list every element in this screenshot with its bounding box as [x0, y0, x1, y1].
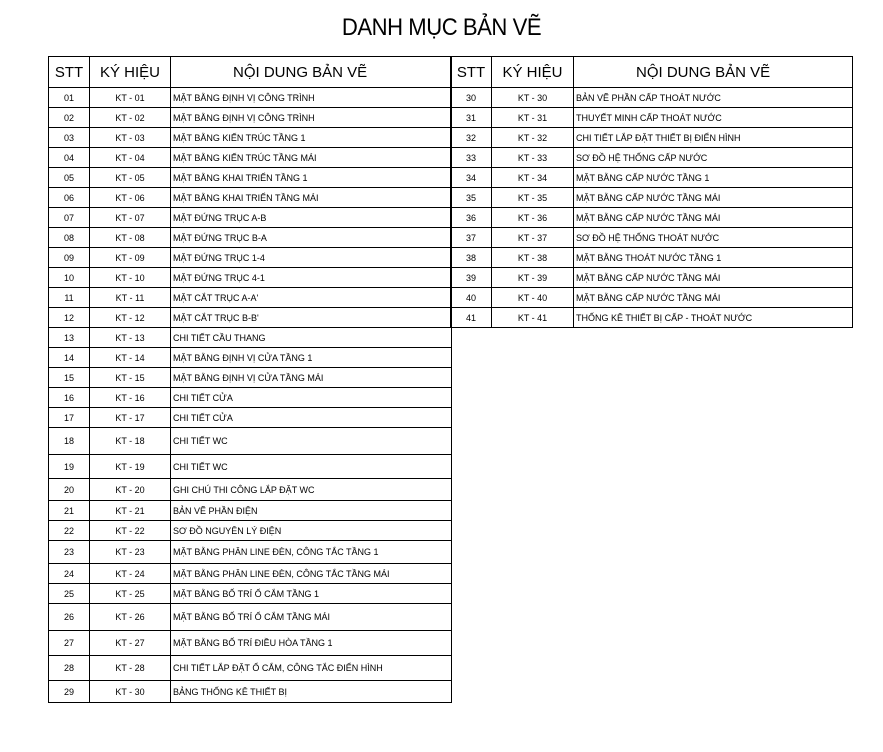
- cell-ky-hieu: KT - 19: [90, 455, 171, 479]
- table-row: [49, 604, 452, 631]
- table-row: [451, 88, 853, 108]
- cell-stt: 25: [49, 584, 90, 604]
- cell-ky-hieu: KT - 28: [90, 656, 171, 681]
- cell-stt: 28: [49, 656, 90, 681]
- table-row: [49, 328, 452, 348]
- table-row: [49, 521, 452, 541]
- cell-noi-dung: MẶT BẰNG CẤP NƯỚC TẦNG MÁI: [574, 288, 853, 308]
- cell-ky-hieu: KT - 07: [90, 208, 171, 228]
- table-row: [49, 479, 452, 501]
- cell-stt: 19: [49, 455, 90, 479]
- cell-ky-hieu: KT - 11: [90, 288, 171, 308]
- cell-ky-hieu: KT - 10: [90, 268, 171, 288]
- cell-noi-dung: MẶT BẰNG BỐ TRÍ Ổ CẮM TẦNG 1: [171, 584, 452, 604]
- cell-stt: 31: [451, 108, 492, 128]
- cell-ky-hieu: KT - 33: [492, 148, 574, 168]
- cell-stt: 05: [49, 168, 90, 188]
- cell-stt: 20: [49, 479, 90, 501]
- cell-noi-dung: MẶT BẰNG BỐ TRÍ ĐIỀU HÒA TẦNG 1: [171, 631, 452, 656]
- cell-noi-dung: BẢNG THỐNG KÊ THIẾT BỊ: [171, 681, 452, 703]
- cell-ky-hieu: KT - 05: [90, 168, 171, 188]
- table-header-row: [49, 57, 452, 88]
- cell-stt: 22: [49, 521, 90, 541]
- cell-ky-hieu: KT - 08: [90, 228, 171, 248]
- cell-ky-hieu: KT - 38: [492, 248, 574, 268]
- table-body-right: [451, 88, 853, 328]
- cell-ky-hieu: KT - 06: [90, 188, 171, 208]
- cell-ky-hieu: KT - 34: [492, 168, 574, 188]
- cell-ky-hieu: KT - 27: [90, 631, 171, 656]
- cell-noi-dung: MẶT BẰNG ĐỊNH VỊ CÔNG TRÌNH: [171, 88, 452, 108]
- cell-ky-hieu: KT - 36: [492, 208, 574, 228]
- cell-noi-dung: MẶT BẰNG BỐ TRÍ Ổ CẮM TẦNG MÁI: [171, 604, 452, 631]
- cell-noi-dung: GHI CHÚ THI CÔNG LẮP ĐẶT WC: [171, 479, 452, 501]
- table-row: [451, 208, 853, 228]
- cell-ky-hieu: KT - 22: [90, 521, 171, 541]
- cell-ky-hieu: KT - 35: [492, 188, 574, 208]
- cell-stt: 34: [451, 168, 492, 188]
- cell-stt: 24: [49, 564, 90, 584]
- table-row: [49, 501, 452, 521]
- header-noi-dung: NỘI DUNG BẢN VẼ: [171, 57, 452, 88]
- cell-ky-hieu: KT - 24: [90, 564, 171, 584]
- table-row: [49, 288, 452, 308]
- cell-noi-dung: MẶT BẰNG ĐỊNH VỊ CỬA TẦNG MÁI: [171, 368, 452, 388]
- cell-stt: 35: [451, 188, 492, 208]
- table-row: [49, 455, 452, 479]
- cell-stt: 11: [49, 288, 90, 308]
- table-row: [49, 308, 452, 328]
- cell-noi-dung: CHI TIẾT CỬA: [171, 408, 452, 428]
- header-noi-dung: NỘI DUNG BẢN VẼ: [574, 57, 853, 88]
- cell-stt: 17: [49, 408, 90, 428]
- table-row: [451, 268, 853, 288]
- cell-noi-dung: MẶT ĐỨNG TRỤC 1-4: [171, 248, 452, 268]
- cell-stt: 26: [49, 604, 90, 631]
- table-row: [49, 128, 452, 148]
- table-row: [49, 408, 452, 428]
- cell-stt: 15: [49, 368, 90, 388]
- table-row: [451, 288, 853, 308]
- cell-stt: 13: [49, 328, 90, 348]
- cell-ky-hieu: KT - 26: [90, 604, 171, 631]
- table-row: [49, 368, 452, 388]
- cell-ky-hieu: KT - 21: [90, 501, 171, 521]
- cell-noi-dung: MẶT BẰNG CẤP NƯỚC TẦNG MÁI: [574, 268, 853, 288]
- table-row: [49, 208, 452, 228]
- header-stt: STT: [49, 57, 90, 88]
- cell-stt: 01: [49, 88, 90, 108]
- cell-noi-dung: MẶT BẰNG CẤP NƯỚC TẦNG 1: [574, 168, 853, 188]
- cell-stt: 39: [451, 268, 492, 288]
- cell-noi-dung: SƠ ĐỒ HỆ THỐNG CẤP NƯỚC: [574, 148, 853, 168]
- cell-noi-dung: MẶT BẰNG KHAI TRIỂN TẦNG MÁI: [171, 188, 452, 208]
- cell-noi-dung: BẢN VẼ PHẦN CẤP THOÁT NƯỚC: [574, 88, 853, 108]
- cell-stt: 07: [49, 208, 90, 228]
- cell-noi-dung: MẶT BẰNG CẤP NƯỚC TẦNG MÁI: [574, 208, 853, 228]
- cell-stt: 38: [451, 248, 492, 268]
- drawing-list-table-left: [48, 56, 452, 703]
- cell-stt: 36: [451, 208, 492, 228]
- cell-ky-hieu: KT - 03: [90, 128, 171, 148]
- cell-noi-dung: CHI TIẾT LẮP ĐẶT THIẾT BỊ ĐIỂN HÌNH: [574, 128, 853, 148]
- cell-stt: 12: [49, 308, 90, 328]
- table-row: [49, 348, 452, 368]
- cell-noi-dung: MẶT CẮT TRỤC A-A': [171, 288, 452, 308]
- header-ky-hieu: KÝ HIỆU: [90, 57, 171, 88]
- cell-stt: 30: [451, 88, 492, 108]
- cell-ky-hieu: KT - 30: [90, 681, 171, 703]
- cell-ky-hieu: KT - 12: [90, 308, 171, 328]
- cell-stt: 09: [49, 248, 90, 268]
- cell-noi-dung: MẶT BẰNG PHÂN LINE ĐÈN, CÔNG TẮC TẦNG MÁI: [171, 564, 452, 584]
- cell-ky-hieu: KT - 30: [492, 88, 574, 108]
- cell-ky-hieu: KT - 02: [90, 108, 171, 128]
- cell-ky-hieu: KT - 13: [90, 328, 171, 348]
- cell-noi-dung: CHI TIẾT LẮP ĐẶT Ổ CẮM, CÔNG TẮC ĐIỂN HÌNH: [171, 656, 452, 681]
- cell-stt: 21: [49, 501, 90, 521]
- table-row: [49, 564, 452, 584]
- cell-ky-hieu: KT - 15: [90, 368, 171, 388]
- table-body-left: [49, 88, 452, 703]
- cell-noi-dung: SƠ ĐỒ HỆ THỐNG THOÁT NƯỚC: [574, 228, 853, 248]
- cell-noi-dung: MẶT ĐỨNG TRỤC A-B: [171, 208, 452, 228]
- cell-noi-dung: MẶT BẰNG KIẾN TRÚC TẦNG 1: [171, 128, 452, 148]
- table-row: [49, 188, 452, 208]
- table-row: [451, 248, 853, 268]
- cell-noi-dung: CHI TIẾT CỬA: [171, 388, 452, 408]
- table-row: [451, 148, 853, 168]
- cell-noi-dung: CHI TIẾT WC: [171, 428, 452, 455]
- cell-noi-dung: CHI TIẾT CẦU THANG: [171, 328, 452, 348]
- cell-ky-hieu: KT - 09: [90, 248, 171, 268]
- cell-ky-hieu: KT - 37: [492, 228, 574, 248]
- cell-stt: 02: [49, 108, 90, 128]
- cell-stt: 40: [451, 288, 492, 308]
- table-row: [49, 108, 452, 128]
- drawing-list-table-right: [450, 56, 853, 328]
- cell-noi-dung: MẶT CẮT TRỤC B-B': [171, 308, 452, 328]
- cell-stt: 04: [49, 148, 90, 168]
- cell-noi-dung: CHI TIẾT WC: [171, 455, 452, 479]
- cell-stt: 14: [49, 348, 90, 368]
- cell-ky-hieu: KT - 17: [90, 408, 171, 428]
- cell-ky-hieu: KT - 25: [90, 584, 171, 604]
- table-row: [451, 188, 853, 208]
- cell-ky-hieu: KT - 20: [90, 479, 171, 501]
- cell-noi-dung: MẶT BẰNG KHAI TRIỂN TẦNG 1: [171, 168, 452, 188]
- table-row: [49, 168, 452, 188]
- table-row: [451, 308, 853, 328]
- cell-stt: 16: [49, 388, 90, 408]
- cell-stt: 03: [49, 128, 90, 148]
- cell-ky-hieu: KT - 04: [90, 148, 171, 168]
- cell-ky-hieu: KT - 40: [492, 288, 574, 308]
- table-row: [451, 108, 853, 128]
- cell-noi-dung: MẶT BẰNG KIẾN TRÚC TẦNG MÁI: [171, 148, 452, 168]
- cell-stt: 08: [49, 228, 90, 248]
- table-row: [49, 656, 452, 681]
- table-row: [49, 88, 452, 108]
- table-row: [49, 681, 452, 703]
- cell-noi-dung: MẶT BẰNG THOÁT NƯỚC TẦNG 1: [574, 248, 853, 268]
- table-row: [49, 584, 452, 604]
- cell-stt: 37: [451, 228, 492, 248]
- cell-ky-hieu: KT - 32: [492, 128, 574, 148]
- header-ky-hieu: KÝ HIỆU: [492, 57, 574, 88]
- table-row: [451, 228, 853, 248]
- table-row: [49, 228, 452, 248]
- table-row: [49, 388, 452, 408]
- table-header-row: [451, 57, 853, 88]
- cell-noi-dung: MẶT ĐỨNG TRỤC B-A: [171, 228, 452, 248]
- cell-ky-hieu: KT - 31: [492, 108, 574, 128]
- cell-noi-dung: MẶT BẰNG ĐỊNH VỊ CÔNG TRÌNH: [171, 108, 452, 128]
- table-row: [49, 248, 452, 268]
- header-stt: STT: [451, 57, 492, 88]
- cell-stt: 23: [49, 541, 90, 564]
- cell-noi-dung: THUYẾT MINH CẤP THOÁT NƯỚC: [574, 108, 853, 128]
- cell-ky-hieu: KT - 39: [492, 268, 574, 288]
- cell-stt: 27: [49, 631, 90, 656]
- cell-noi-dung: BẢN VẼ PHẦN ĐIỆN: [171, 501, 452, 521]
- cell-stt: 10: [49, 268, 90, 288]
- cell-noi-dung: MẶT BẰNG CẤP NƯỚC TẦNG MÁI: [574, 188, 853, 208]
- cell-ky-hieu: KT - 01: [90, 88, 171, 108]
- cell-stt: 18: [49, 428, 90, 455]
- table-row: [49, 268, 452, 288]
- cell-ky-hieu: KT - 18: [90, 428, 171, 455]
- cell-noi-dung: SƠ ĐỒ NGUYÊN LÝ ĐIỆN: [171, 521, 452, 541]
- table-row: [49, 541, 452, 564]
- cell-stt: 29: [49, 681, 90, 703]
- table-row: [49, 631, 452, 656]
- page-title: DANH MỤC BẢN VẼ: [341, 14, 542, 41]
- cell-stt: 41: [451, 308, 492, 328]
- cell-ky-hieu: KT - 23: [90, 541, 171, 564]
- cell-noi-dung: THỐNG KÊ THIẾT BỊ CẤP - THOÁT NƯỚC: [574, 308, 853, 328]
- cell-stt: 32: [451, 128, 492, 148]
- cell-ky-hieu: KT - 16: [90, 388, 171, 408]
- table-row: [49, 428, 452, 455]
- cell-stt: 33: [451, 148, 492, 168]
- cell-noi-dung: MẶT BẰNG PHÂN LINE ĐÈN, CÔNG TẮC TẦNG 1: [171, 541, 452, 564]
- table-row: [49, 148, 452, 168]
- cell-noi-dung: MẶT BẰNG ĐỊNH VỊ CỬA TẦNG 1: [171, 348, 452, 368]
- cell-ky-hieu: KT - 41: [492, 308, 574, 328]
- table-row: [451, 168, 853, 188]
- cell-stt: 06: [49, 188, 90, 208]
- table-row: [451, 128, 853, 148]
- cell-noi-dung: MẶT ĐỨNG TRỤC 4-1: [171, 268, 452, 288]
- cell-ky-hieu: KT - 14: [90, 348, 171, 368]
